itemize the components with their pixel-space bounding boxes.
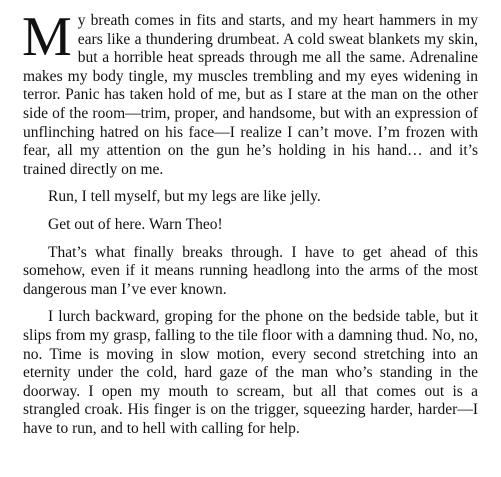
- paragraph-1-text: y breath comes in fits and starts, and my heart hammers in my ears like a thundering drumbeat. A cold sweat blankets my skin, but a horrible heat spreads through me all the same. Adrenaline makes my body tingle, my muscles trembling and my eyes widening in terror. Panic has taken hold of me, but as I stare at the man on the other side of the room—trim, proper, and handsome, but with an expression of unflinching hatred on his face—I realize I can’t move. I’m frozen with fear, all my attention on the gun he’s holding in his hand… and it’s trained directly on me.: [23, 12, 478, 178]
- paragraph-1: [22, 6, 478, 179]
- paragraph-4: That’s what finally breaks through. I have to get ahead of this somehow, even if it means running headlong into the arms of the most dangerous man I’ve ever known.: [23, 243, 478, 298]
- drop-cap: M: [22, 6, 72, 68]
- paragraph-3: Get out of here. Warn Theo!: [48, 215, 223, 233]
- paragraph-5: I lurch backward, groping for the phone on the bedside table, but it slips from my grasp, falling to the tile floor with a damning thud. No, no, no. Time is moving in slow motion, every second stretching into an eternity under the cold, hard gaze of the man who’s standing in the doorway. I open my mouth to scream, but all that comes out is a strangled croak. His finger is on the trigger, squeezing harder, harder—I have to run, and to hell with calling for help.: [23, 308, 478, 437]
- paragraph-2: Run, I tell myself, but my legs are like jelly.: [48, 188, 321, 206]
